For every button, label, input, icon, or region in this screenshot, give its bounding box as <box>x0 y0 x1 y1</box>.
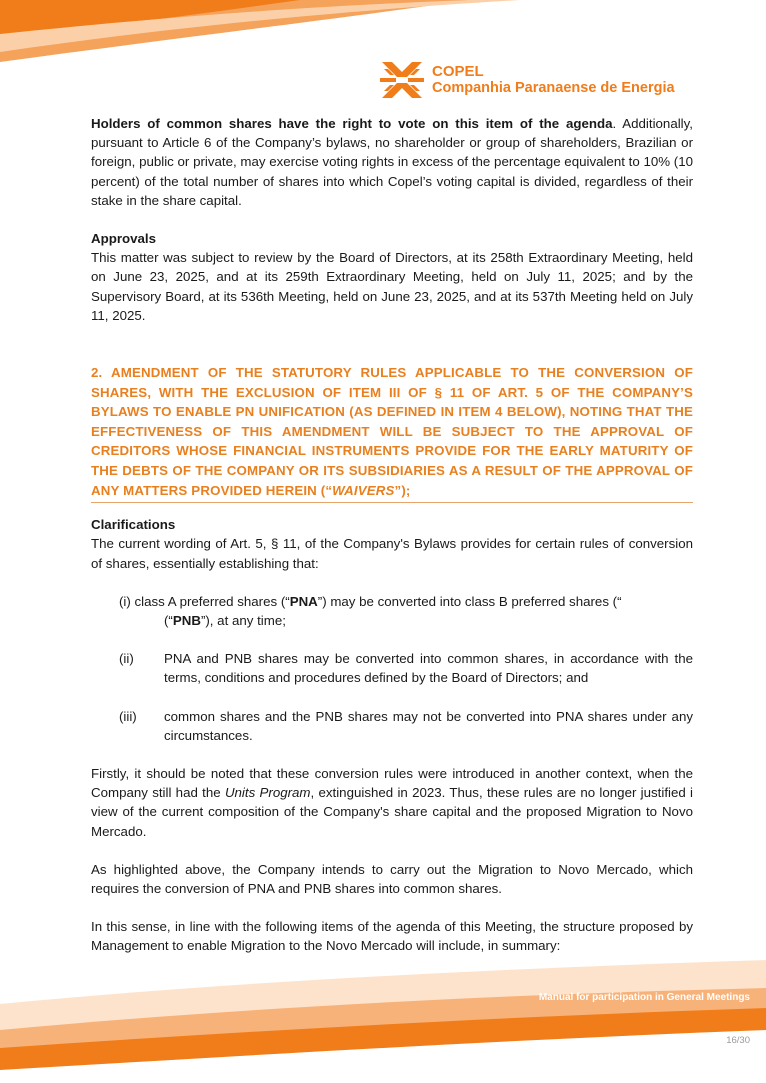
approvals-text: This matter was subject to review by the Board of Directors, at its 258th Extraordinary Meeting, held on June 23, 2025, and at its 259th Extraordinary Meeting, held on July 11, 2025; and by the Supervisory Board, at its 536th Meeting, held on June 23, 2025, and at its 537th Meeting held on July 11, 2025. <box>91 250 693 323</box>
footer-swoosh <box>0 960 766 1083</box>
clarifications-heading: Clarifications <box>91 517 176 533</box>
voting-rights-text: . Additionally, pursuant to Article 6 of the Company’s bylaws, no shareholder or group of shareholders, Brazilian or foreign, public or private, may exercise voting rights in excess of the percentage equivalent to 10% (10 percent) of the total number of shares into which Copel’s voting capital is divided, regardless of their stake in the share capital. <box>91 116 693 208</box>
page-number: 16/30 <box>726 1035 750 1046</box>
approvals-heading: Approvals <box>91 231 157 247</box>
copel-logo-mark-icon <box>380 60 424 100</box>
clarifications-text: The current wording of Art. 5, § 11, of the Company's Bylaws provides for certain rules of conversion of shares, essentially establishing that: <box>91 536 693 571</box>
logo-company-full: Companhia Paranaense de Energia <box>432 80 675 96</box>
list-item-ii: (ii) PNA and PNB shares may be converted into common shares, in accordance with the terms, conditions and procedures defined by the Board of Directors; and <box>119 651 693 686</box>
firstly-paragraph: Firstly, it should be noted that these conversion rules were introduced in another context, when the Company still had the Units Program, extinguished in 2023. Thus, these rules are no longer justified i view of the current composition of the Company's share capital and the proposed Migration to Novo Mercado. <box>91 766 694 839</box>
section-2-title: 2. AMENDMENT OF THE STATUTORY RULES APPLICABLE TO THE CONVERSION OF SHARES, WITH THE EXCLUSION OF ITEM III OF § 11 OF ART. 5 OF THE COMPANY’S BYLAWS TO ENABLE PN UNIFICATION (AS DEFINED IN ITEM 4 BELOW), NOTING THAT THE EFFECTIVENESS OF THIS AMENDMENT WILL BE SUBJECT TO THE APPROVAL OF CREDITORS WHOSE FINANCIAL INSTRUMENTS PROVIDE FOR THE EARLY MATURITY OF THE DEBTS OF THE COMPANY OR ITS SUBSIDIARIES AS A RESULT OF THE APPROVAL OF ANY MATTERS PROVIDED HEREIN (“WAIVERS”); <box>91 363 693 503</box>
footer-label: Manual for participation in General Meetings <box>538 992 750 1003</box>
logo-company-short: COPEL <box>432 63 484 80</box>
voting-rights-paragraph <box>91 114 693 210</box>
voting-rights-bold: Holders of common shares have the right to vote on this item of the agenda <box>91 116 613 131</box>
copel-logo <box>380 60 675 100</box>
list-item-iii: (iii) common shares and the PNB shares may not be converted into PNA shares under any circumstances. <box>119 708 693 743</box>
waivers-italic: WAIVERS <box>332 482 395 498</box>
document-body: Holders of common shares have the right to vote on this item of the agenda. Additionally, pursuant to Article 6 of the Company’s bylaws, no shareholder or group of shareholders, Brazilian or foreign, public or private, may exercise voting rights in excess of the percentage equivalent to 10% (10 percent) of the total number of shares into which Copel’s voting capital is divided, regardless of their stake in the share capital. Approvals This matter was subject to review by the Board of Directors, at its 258th Extraordinary Meeting, held on June 23, 2025, and at its 259th Extraordinary Meeting, held on July 11, 2025; and by the Supervisory Board, at its 536th Meeting, held on June 23, 2025, and at its 537th Meeting held on July 11, 2025. 2. AMENDMENT OF THE STATUTORY RULES APPLICABLE TO THE CONVERSION OF SHARES, WITH THE EXCLUSION OF ITEM III OF § 11 OF ART. 5 OF THE COMPANY’S BYLAWS TO ENABLE PN UNIFICATION (AS DEFINED IN ITEM 4 BELOW), NOTING THAT THE EFFECTIVENESS OF THIS AMENDMENT WILL BE SUBJECT TO THE APPROVAL OF CREDITORS WHOSE FINANCIAL INSTRUMENTS PROVIDE FOR THE EARLY MATURITY OF THE DEBTS OF THE COMPANY OR ITS SUBSIDIARIES AS A RESULT OF THE APPROVAL OF ANY MATTERS PROVIDED HEREIN (“WAIVERS”); Clarifications The current wording of Art. 5, § 11, of the Company's Bylaws provides for certain rules of conversion of shares, essentially establishing that: (i) class A preferred shares (“PNA”) may be converted into class B preferred shares (“ (“PNB”), at any time; (ii) PNA and PNB shares may be converted into common shares, in accordance with the terms, conditions and procedures defined by the Board of Directors; and (iii) common shares and the PNB shares may not be converted into PNA shares under any circumstances. Firstly, it should be noted that these conversion rules were introduced in another context, when the Company still had the Units Program, extinguished in 2023. Thus, these rules are no longer justified i view of the current composition of the Company's share capital and the proposed Migration to Novo Mercado. As highlighted above, the Company intends to carry out the Migration to Novo Mercado, which requires the conversion of PNA and PNB shares into common shares. In this sense, in line with the following items of the agenda of this Meeting, the structure proposed by Management to enable Migration to the Novo Mercado will include, in summary: <box>91 114 693 956</box>
list-item-i: (i) class A preferred shares (“PNA”) may be converted into class B preferred shares (“ <box>119 593 622 609</box>
highlighted-paragraph: As highlighted above, the Company intends to carry out the Migration to Novo Mercado, which requires the conversion of PNA and PNB shares into common shares. <box>91 861 693 897</box>
sense-paragraph: In this sense, in line with the following items of the agenda of this Meeting, the structure proposed by Management to enable Migration to the Novo Mercado will include, in summary: <box>91 919 693 954</box>
